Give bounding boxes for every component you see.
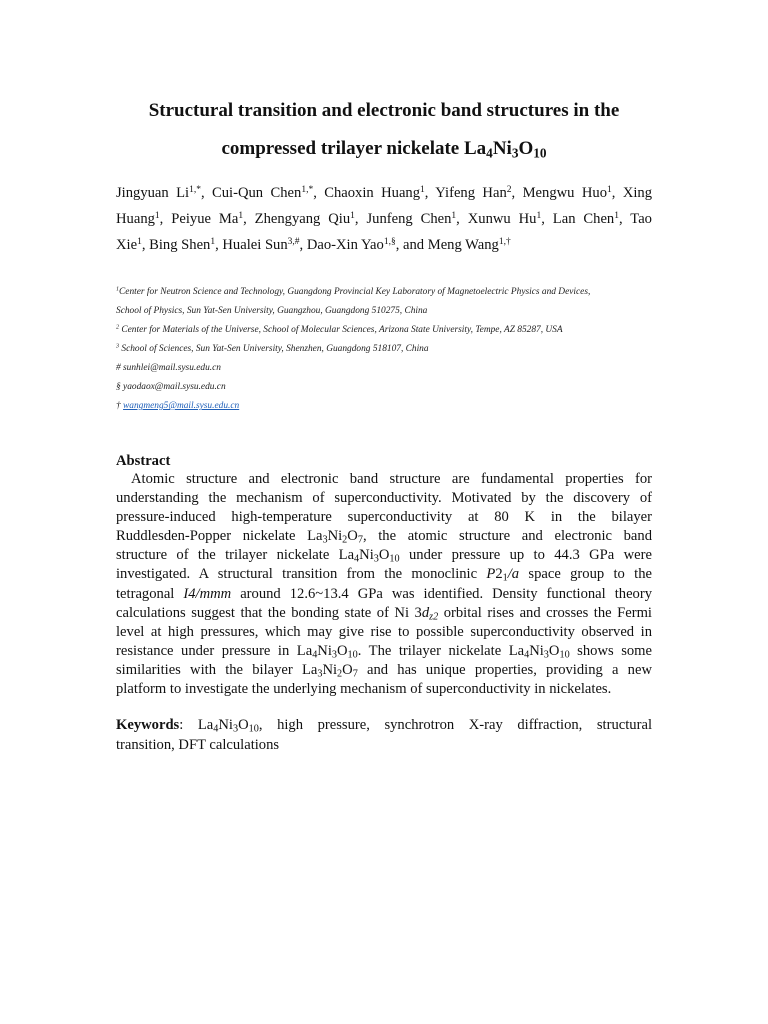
affiliation-2: $^2$ Center for Materials of the Universe, School of Molecular Sciences, Arizona State University, Tempe, AZ 85287, USA (116, 324, 563, 335)
affiliation-1-cont: School of Physics, Sun Yat-Sen University, Guangzhou, Guangdong 510275, China (116, 306, 428, 316)
abstract-line: structure of the trilayer nickelate $La_4Ni_3O_{10}$ under pressure up to 44.3 GPa were (116, 547, 652, 565)
title-line-2: compressed trilayer nickelate $La_4Ni_3O_{10}$ (221, 138, 547, 161)
email-sun: # sunhlei@mail.sysu.edu.cn (116, 363, 221, 373)
abstract-body (116, 470, 652, 699)
email-yao: § yaodaox@mail.sysu.edu.cn (116, 382, 226, 392)
author-line-1: Jingyuan $Li^{1,*}$, Cui-Qun Chen$^{1,*}$, Chaoxin Huang$^1$, Yifeng Han$^2$, Mengwu Huo$^1$, Xing (116, 184, 652, 201)
abstract-line: Ruddlesden-Popper nickelate $La_3Ni_2O_7$, the atomic structure and electronic band (116, 528, 653, 546)
title-line-1: Structural transition and electronic band structures in the (148, 100, 620, 121)
author-list (116, 180, 652, 258)
abstract-line: calculations suggest that the bonding state of Ni $3d_{z2}$ orbital rises and crosses the Fermi (116, 604, 652, 623)
abstract-heading: Abstract (116, 453, 171, 469)
abstract-line: Atomic structure and electronic band structure are fundamental properties for (131, 471, 652, 487)
keywords (116, 716, 652, 755)
paper-title (100, 92, 668, 168)
abstract-line: understanding the mechanism of superconductivity. Motivated by the discovery of (116, 490, 652, 507)
abstract-line: tetragonal I4/mmm around 12.6~13.4 GPa was identified. Density functional theory (116, 585, 652, 602)
abstract-line: investigated. A structural transition from the monoclinic $P2_1/a$ space group to the (116, 566, 652, 585)
author-line-3: Xie$^1$, Bing Shen$^1$, Hualei Sun$^{3,\#}$, Dao-Xin Yao$^{1,\S}$, and Meng Wang$^{1,\dagger}$ (116, 236, 511, 253)
abstract-line: level at high pressures, which may give rise to possible superconductivity observed in (116, 623, 652, 640)
abstract-line: pressure-induced high-temperature superconductivity at 80 K in the bilayer (116, 509, 652, 526)
affiliations (116, 283, 656, 416)
email-wang-link[interactable]: wangmeng5@mail.sysu.edu.cn (123, 401, 240, 411)
abstract-line: resistance under pressure in $La_4Ni_3O_{10}$. The trilayer nickelate $La_4Ni_3O_{10}$ shows some (116, 642, 652, 661)
affiliation-1: $^1$Center for Neutron Science and Technology, Guangdong Provincial Key Laboratory of Magnetoelectric Physics and Devices, (116, 286, 591, 297)
keywords-label: Keywords (116, 717, 180, 733)
keywords-line-1: Keywords: $La_4Ni_3O_{10}$, high pressure, synchrotron X-ray diffraction, structural (116, 717, 652, 735)
email-wang: † wangmeng5@mail.sysu.edu.cn (116, 401, 240, 411)
keywords-line-2: transition, DFT calculations (116, 736, 280, 753)
abstract-line: platform to investigate the underlying mechanism of superconductivity in nickelates. (116, 681, 612, 698)
abstract-line: similarities with the bilayer $La_3Ni_2O_7$ and has unique properties, providing a new (116, 661, 652, 680)
author-line-2: Huang$^1$, Peiyue Ma$^1$, Zhengyang Qiu$^1$, Junfeng Chen$^1$, Xunwu Hu$^1$, Lan Chen$^1$, Tao (116, 210, 652, 227)
affiliation-3: $^3$ School of Sciences, Sun Yat-Sen University, Shenzhen, Guangdong 518107, China (116, 343, 429, 354)
